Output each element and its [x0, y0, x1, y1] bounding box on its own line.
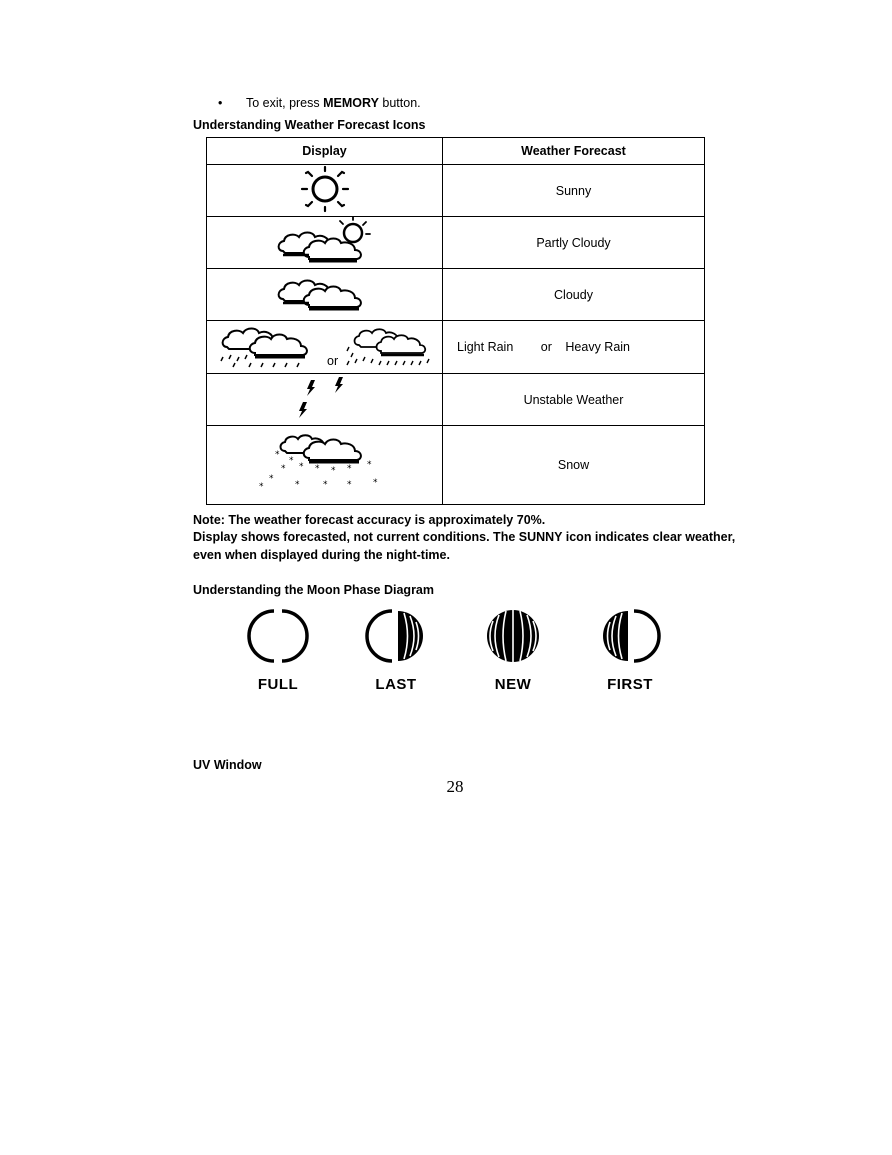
snow-icon: [255, 431, 395, 497]
table-row: [207, 321, 705, 374]
display-cell: [207, 374, 443, 426]
forecast-icons-table: [206, 137, 705, 505]
forecast-label-rain: [443, 321, 705, 374]
svg-text:*: *: [258, 481, 263, 492]
forecast-label-unstable: Unstable Weather: [443, 374, 705, 426]
table-row: [207, 217, 705, 269]
moon-label-last: LAST: [375, 676, 417, 693]
display-cell: [207, 165, 443, 217]
new-moon-icon: [487, 610, 539, 662]
full-moon-icon: [249, 611, 307, 661]
forecast-label-sunny: Sunny: [443, 165, 705, 217]
svg-text:*: *: [314, 463, 319, 474]
forecast-label-light-rain: Light Rain: [457, 340, 514, 354]
first-quarter-moon-icon: [603, 611, 659, 661]
display-cell: [207, 426, 443, 505]
bullet-text: [246, 95, 421, 111]
bullet-suffix: button.: [378, 96, 421, 110]
forecast-or-text: or: [540, 340, 552, 354]
table-row: [207, 165, 705, 217]
svg-text:*: *: [330, 465, 335, 476]
bullet-symbol: •: [218, 96, 223, 110]
forecast-label-cloudy: Cloudy: [443, 269, 705, 321]
forecast-label-heavy-rain: Heavy Rain: [565, 340, 631, 354]
moon-label-full: FULL: [257, 676, 299, 693]
header-weather-forecast: Weather Forecast: [443, 138, 705, 165]
svg-text:*: *: [288, 455, 293, 466]
svg-text:*: *: [298, 461, 303, 472]
page-number: 28: [446, 777, 464, 796]
forecast-label-snow: Snow: [443, 426, 705, 505]
svg-text:*: *: [294, 479, 299, 490]
table-row: [207, 426, 705, 505]
display-cell: [207, 217, 443, 269]
moon-label-new: NEW: [494, 676, 532, 693]
header-display: Display: [207, 138, 443, 165]
moon-label-first: FIRST: [607, 676, 653, 693]
bullet-prefix: To exit, press: [246, 96, 324, 110]
table-row: [207, 374, 705, 426]
table-row: [207, 269, 705, 321]
last-quarter-moon-icon: [367, 611, 423, 661]
heavy-rain-icon: [345, 323, 435, 369]
display-cell: [207, 321, 443, 374]
section-heading-forecast-icons: Understanding Weather Forecast Icons: [193, 118, 426, 132]
partly-cloudy-icon: [275, 217, 375, 265]
svg-text:*: *: [274, 449, 279, 460]
svg-text:*: *: [280, 463, 285, 474]
cloudy-icon: [275, 271, 375, 315]
svg-text:*: *: [366, 459, 371, 470]
svg-text:*: *: [322, 479, 327, 490]
rain-or-separator: or: [327, 354, 339, 368]
forecast-label-partly-cloudy: Partly Cloudy: [443, 217, 705, 269]
svg-text:*: *: [346, 479, 351, 490]
note-display-line1: Display shows forecasted, not current conditions. The SUNNY icon indicates clear weather,: [193, 530, 736, 544]
table-header-row: [207, 138, 705, 165]
svg-text:*: *: [372, 477, 377, 488]
memory-keyword: MEMORY: [323, 96, 379, 110]
moon-phase-diagram: [230, 604, 690, 674]
svg-text:*: *: [268, 473, 273, 484]
svg-text:*: *: [346, 463, 351, 474]
note-accuracy: Note: The weather forecast accuracy is approximately 70%.: [193, 513, 546, 527]
section-heading-uv-window: UV Window: [193, 758, 262, 772]
note-display-line2: even when displayed during the night-time.: [193, 548, 450, 562]
section-heading-moon-phase: Understanding the Moon Phase Diagram: [193, 583, 435, 597]
sun-icon: [295, 165, 355, 213]
display-cell: [207, 269, 443, 321]
lightning-icon: [295, 374, 355, 422]
light-rain-icon: [219, 323, 329, 369]
